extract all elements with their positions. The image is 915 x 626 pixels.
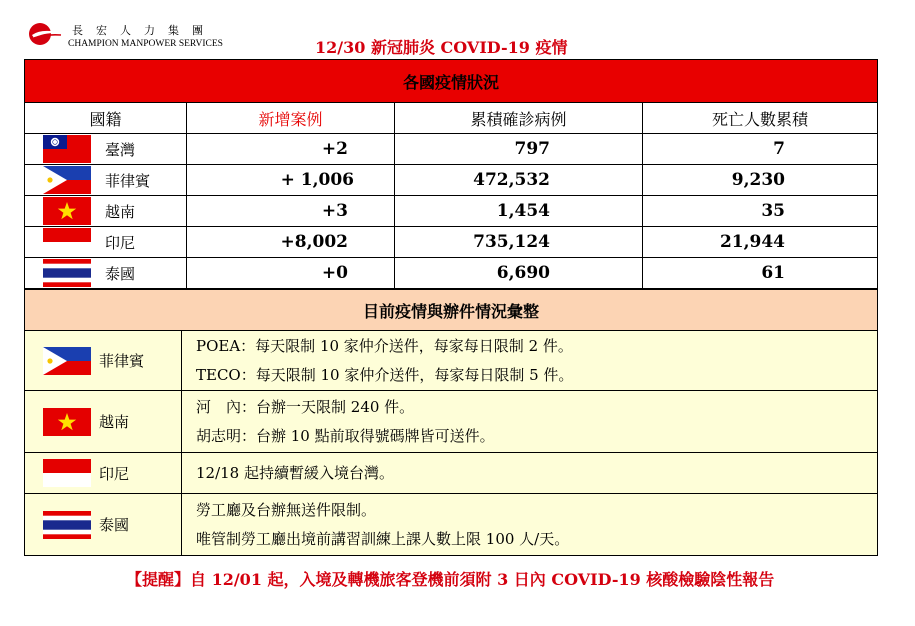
cumulative-value: 1,454 bbox=[395, 196, 643, 227]
indonesia-flag-icon bbox=[43, 228, 91, 256]
note-line: 12/18 起持續暫緩入境台灣。 bbox=[196, 463, 394, 482]
note-line: 河 內：台辦一天限制 240 件。 bbox=[196, 397, 415, 416]
table-row bbox=[25, 165, 878, 196]
company-logo bbox=[28, 22, 64, 46]
column-header-country: 國籍 bbox=[25, 103, 187, 134]
country-name: 印尼 bbox=[105, 233, 136, 252]
taiwan-flag-icon bbox=[43, 135, 91, 163]
new-cases-value: + 1,006 bbox=[187, 165, 395, 196]
column-header-new-cases: 新增案例 bbox=[187, 103, 395, 134]
cumulative-value: 735,124 bbox=[395, 227, 643, 258]
company-name-cn: 長宏人力集團 bbox=[72, 24, 216, 37]
table-row bbox=[25, 227, 878, 258]
status-table-title: 各國疫情狀況 bbox=[25, 60, 878, 103]
column-header-deaths: 死亡人數累積 bbox=[643, 103, 878, 134]
table-row bbox=[25, 453, 878, 494]
thailand-flag-icon bbox=[43, 511, 91, 539]
note-line: 勞工廳及台辦無送件限制。 bbox=[196, 500, 377, 519]
country-name: 泰國 bbox=[105, 264, 136, 283]
company-name-en: CHAMPION MANPOWER SERVICES bbox=[68, 39, 223, 49]
procedures-table-title: 目前疫情與辦件情況彙整 bbox=[25, 290, 878, 331]
table-row bbox=[25, 391, 878, 453]
note-line: 胡志明：台辦 10 點前取得號碼牌皆可送件。 bbox=[196, 426, 495, 445]
vietnam-flag-icon bbox=[43, 197, 91, 225]
cumulative-value: 472,532 bbox=[395, 165, 643, 196]
country-name: 菲律賓 bbox=[105, 171, 151, 190]
cumulative-value: 797 bbox=[395, 134, 643, 165]
deaths-value: 61 bbox=[643, 258, 878, 289]
indonesia-flag-icon bbox=[43, 459, 91, 487]
philippines-flag-icon bbox=[43, 347, 91, 375]
country-name: 臺灣 bbox=[105, 140, 136, 159]
note-line: 唯管制勞工廳出境前講習訓練上課人數上限 100 人/天。 bbox=[196, 529, 570, 548]
country-name: 印尼 bbox=[99, 464, 130, 483]
page-title: 12/30 新冠肺炎 COVID-19 疫情 bbox=[315, 38, 568, 57]
cumulative-value: 6,690 bbox=[395, 258, 643, 289]
new-cases-value: +8,002 bbox=[187, 227, 395, 258]
status-table-header bbox=[25, 103, 878, 134]
table-row bbox=[25, 196, 878, 227]
note-line: POEA：每天限制 10 家仲介送件，每家每日限制 2 件。 bbox=[196, 336, 573, 355]
deaths-value: 35 bbox=[643, 196, 878, 227]
note-line: TECO：每天限制 10 家仲介送件，每家每日限制 5 件。 bbox=[196, 365, 574, 384]
vietnam-flag-icon bbox=[43, 408, 91, 436]
deaths-value: 21,944 bbox=[643, 227, 878, 258]
status-table bbox=[24, 59, 878, 289]
table-row bbox=[25, 331, 878, 391]
thailand-flag-icon bbox=[43, 259, 91, 287]
table-row bbox=[25, 258, 878, 289]
country-name: 越南 bbox=[99, 413, 130, 431]
philippines-flag-icon bbox=[43, 166, 91, 194]
new-cases-value: +0 bbox=[187, 258, 395, 289]
table-row bbox=[25, 134, 878, 165]
column-header-cumulative: 累積確診病例 bbox=[395, 103, 643, 134]
deaths-value: 9,230 bbox=[643, 165, 878, 196]
new-cases-value: +3 bbox=[187, 196, 395, 227]
new-cases-value: +2 bbox=[187, 134, 395, 165]
country-name: 泰國 bbox=[99, 516, 130, 534]
table-row bbox=[25, 494, 878, 556]
country-name: 菲律賓 bbox=[99, 352, 145, 370]
country-name: 越南 bbox=[105, 202, 136, 221]
deaths-value: 7 bbox=[643, 134, 878, 165]
procedures-table bbox=[24, 289, 878, 556]
reminder-note: 【提醒】自 12/01 起，入境及轉機旅客登機前須附 3 日內 COVID-19 核酸檢驗陰性報告 bbox=[126, 570, 775, 589]
